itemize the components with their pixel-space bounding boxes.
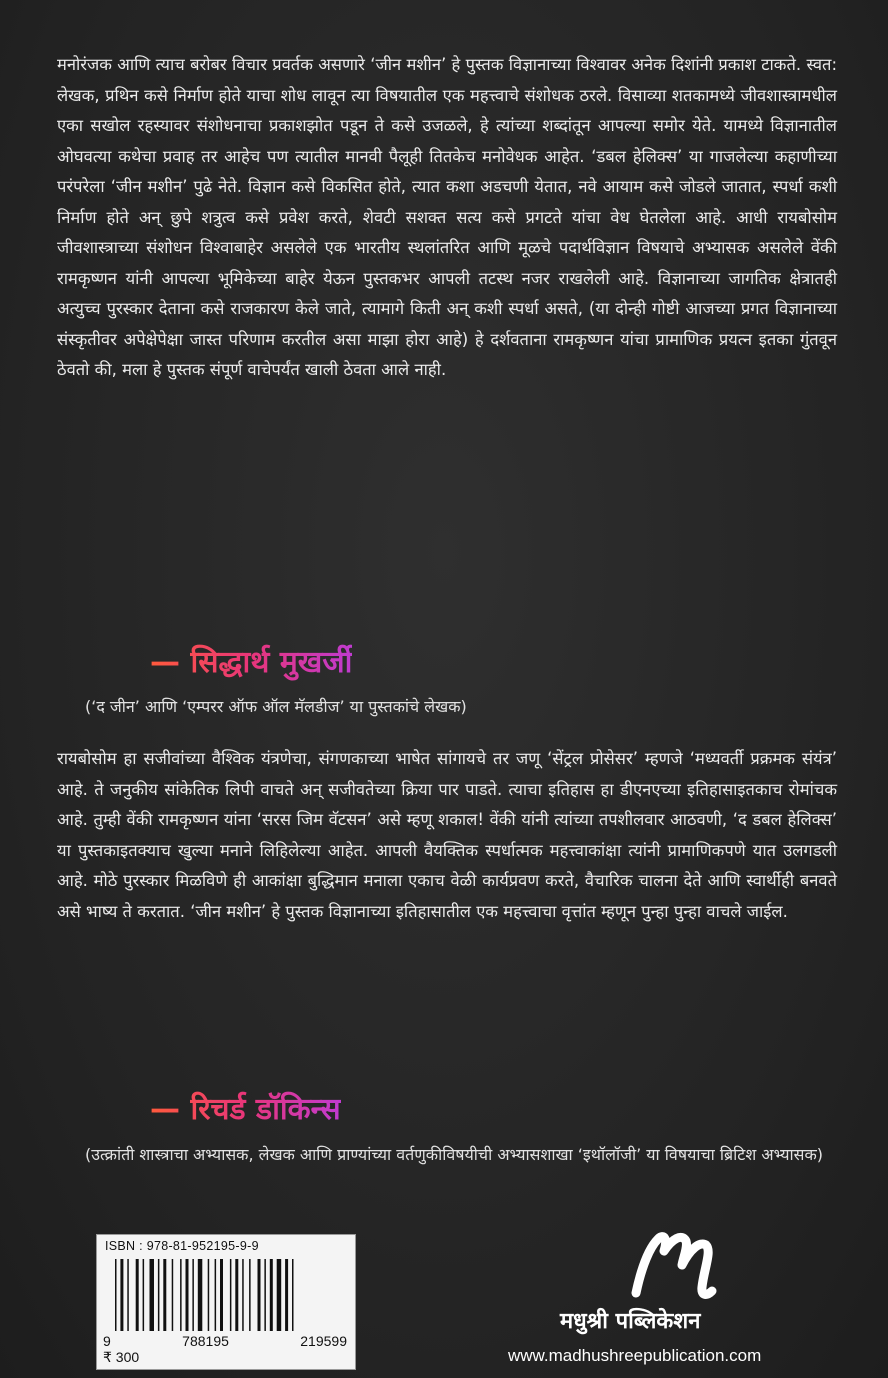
barcode-bar — [285, 1259, 288, 1331]
barcode-bar — [264, 1259, 266, 1331]
barcode-bar — [292, 1259, 294, 1331]
barcode-bar — [270, 1259, 273, 1331]
publisher-name: मधुश्री पब्लिकेशन — [560, 1309, 701, 1334]
barcode-bar — [208, 1259, 210, 1331]
review-paragraph-1: मनोरंजक आणि त्याच बरोबर विचार प्रवर्तक असणारे ‘जीन मशीन’ हे पुस्तक विज्ञानाच्या विश्वावर अनेक दिशांनी प्रकाश टाकते. स्वत: लेखक, प्रथिन कसे निर्माण होते याचा शोध लावून त्या विषयातील एक महत्त्वाचे संशोधक ठरले. विसाव्या शतकामध्ये जीवशास्त्रामधील एका सखोल रहस्यावर संशोधनाचा प्रकाशझोत पडून ते कसे उजळले, हे त्यांच्या शब्दांतून आपल्या समोर येते. यामध्ये विज्ञानातील ओघवत्या कथेचा प्रवाह तर आहेच पण त्यातील मानवी पैलूही तितकेच मनोवेधक आहेत. ‘डबल हेलिक्स’ या गाजलेल्या कहाणीच्या परंपरेला ‘जीन मशीन’ पुढे नेते. विज्ञान कसे विकसित होते, त्यात कशा अडचणी येतात, नवे आयाम कसे जोडले जातात, स्पर्धा कशी निर्माण होते अन् छुपे शत्रुत्व कसे प्रवेश करते, शेवटी सशक्त सत्य कसे प्रगटते यांचा वेध घेतलेला आहे. आधी रायबोसोम जीवशास्त्राच्या संशोधन विश्वाबाहेर असलेले एक भारतीय स्थलांतरित आणि मूळचे पदार्थविज्ञान विषयाचे अभ्यासक असलेले वेंकी रामकृष्णन यांनी आपल्या भूमिकेच्या बाहेर येऊन पुस्तकभर आपली तटस्थ नजर राखलेली आहे. विज्ञानाच्या जागतिक क्षेत्रातही अत्युच्च पुरस्कार देताना कसे राजकारण केले जाते, त्यामागे किती अन् कशी स्पर्धा असते, (या दोन्ही गोष्टी आजच्या प्रगत विज्ञानाच्या संस्कृतीवर अपेक्षेपेक्षा जास्त परिणाम करतील असा माझा होरा आहे) हे दर्शवताना रामकृष्णन यांचा प्रामाणिक प्रयत्न इतका गुंतवून ठेवतो की, मला हे पुस्तक संपूर्ण वाचेपर्यंत खाली ठेवता आले नाही. — [57, 55, 837, 379]
review-author-2: — रिचर्ड डॉकिन्स — [150, 1087, 341, 1128]
review-paragraph-2: रायबोसोम हा सजीवांच्या वैश्विक यंत्रणेचा, संगणकाच्या भाषेत सांगायचे तर जणू ‘सेंट्रल प्रोसेसर’ म्हणजे ‘मध्यवर्ती प्रक्रमक संयंत्र’ आहे. ते जनुकीय सांकेतिक लिपी वाचते अन् सजीवतेच्या क्रिया पार पाडते. त्याचा इतिहास हा डीएनएच्या इतिहासाइतकाच रोमांचक आहे. तुम्ही वेंकी रामकृष्णन यांना ‘सरस जिम वॅटसन’ असे म्हणू शकाल! वेंकी यांनी त्यांच्या तपशीलवार आठवणी, ‘द डबल हेलिक्स’ या पुस्तकाइतक्याच खुल्या मनाने लिहिलेल्या आहेत. आपली वैयक्तिक स्पर्धात्मक महत्त्वाकांक्षा त्यांनी प्रामाणिकपणे यात उलगडली आहे. मोठे पुरस्कार मिळविणे ही आकांक्षा बुद्धिमान मनाला एकाच वेळी कार्यप्रवण करते, वैचारिक चालना देते आणि स्वार्थीही बनवते असे भाष्य ते करतात. ‘जीन मशीन’ हे पुस्तक विज्ञानाच्या इतिहासातील एक महत्त्वाचा वृत्तांत म्हणून पुन्हा पुन्हा वाचले जाईल. — [57, 749, 837, 921]
price: ₹ 300 — [103, 1349, 140, 1365]
barcode-bar — [158, 1259, 160, 1331]
barcode-bar — [198, 1259, 203, 1331]
barcode-bar — [220, 1259, 223, 1331]
barcode-digit-group: 9 — [103, 1333, 111, 1349]
barcode-icon — [115, 1259, 341, 1331]
barcode-bar — [150, 1259, 155, 1331]
barcode-bar — [230, 1259, 232, 1331]
barcode-bar — [186, 1259, 189, 1331]
isbn-label: ISBN : 978-81-952195-9-9 — [105, 1239, 259, 1253]
barcode-bar — [235, 1259, 238, 1331]
barcode-bar — [163, 1259, 166, 1331]
barcode-bar — [215, 1259, 217, 1331]
barcode-bar — [136, 1259, 139, 1331]
barcode-bar — [258, 1259, 261, 1331]
publisher-logo-icon — [628, 1225, 718, 1305]
author-1-credit: (‘द जीन’ आणि ‘एम्परर ऑफ ऑल मॅलडीज’ या पुस्तकांचे लेखक) — [85, 697, 467, 716]
barcode-bar — [143, 1259, 145, 1331]
barcode-bar — [192, 1259, 194, 1331]
barcode-bar — [127, 1259, 129, 1331]
barcode-bar — [277, 1259, 282, 1331]
barcode-bar — [115, 1259, 117, 1331]
barcode-bar — [242, 1259, 244, 1331]
barcode-bar — [120, 1259, 123, 1331]
author-2-credit: (उत्क्रांती शास्त्राचा अभ्यासक, लेखक आणि प्राण्यांच्या वर्तणुकीविषयीची अभ्यासशाखा ‘इथॉलॉजी’ या विषयाचा ब्रिटिश अभ्यासक) — [85, 1145, 823, 1164]
barcode-digit-group: 219599 — [300, 1333, 347, 1349]
publisher-url[interactable]: www.madhushreepublication.com — [508, 1346, 762, 1365]
review-author-1: — सिद्धार्थ मुखर्जी — [150, 640, 352, 681]
barcode-digit-group: 788195 — [182, 1333, 229, 1349]
barcode-bar — [172, 1259, 174, 1331]
barcode-bar — [249, 1259, 251, 1331]
barcode-bar — [180, 1259, 182, 1331]
isbn-barcode-box — [96, 1234, 356, 1370]
barcode-digits — [103, 1333, 347, 1349]
